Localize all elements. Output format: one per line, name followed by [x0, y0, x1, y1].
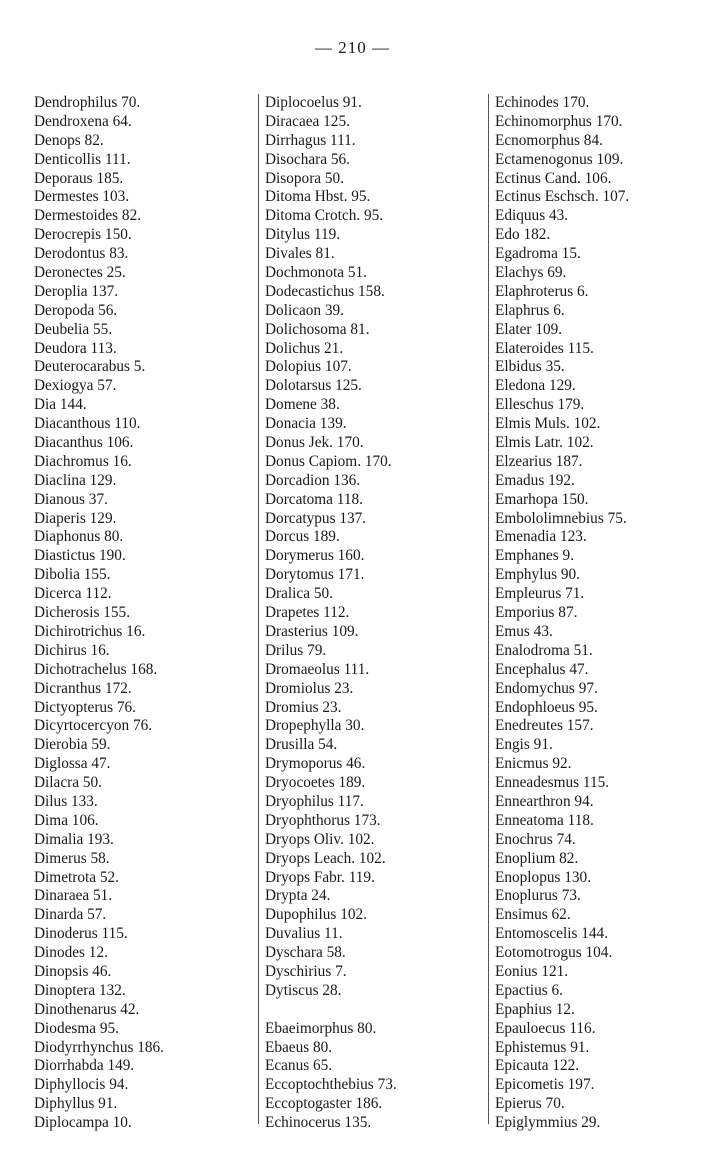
index-entry: Dilus 133. — [34, 792, 98, 810]
index-entry: Dimalia 193. — [34, 830, 114, 848]
index-entry: Enoplium 82. — [495, 849, 579, 867]
index-entry: Elaphroterus 6. — [495, 282, 589, 300]
index-entry: Deropoda 56. — [34, 301, 118, 319]
index-entry: Dinodes 12. — [34, 944, 108, 962]
index-entry: Dermestoides 82. — [34, 207, 142, 225]
index-entry: Elmis Latr. 102. — [495, 434, 594, 452]
index-entry: Elmis Muls. 102. — [495, 415, 601, 433]
index-entry: Diodyrrhynchus 186. — [34, 1038, 165, 1056]
index-entry: Diphyllocis 94. — [34, 1076, 129, 1094]
index-entry: Drusilla 54. — [265, 736, 338, 754]
index-entry: Engis 91. — [495, 736, 553, 754]
index-entry: Dyschirius 7. — [265, 962, 347, 980]
index-entry: Epaphius 12. — [495, 1000, 575, 1018]
index-entry: Dinoderus 115. — [34, 925, 128, 943]
index-entry: Ennearthron 94. — [495, 792, 594, 810]
index-entry: Epicometis 197. — [495, 1076, 595, 1094]
index-entry: Diplocoelus 91. — [265, 94, 362, 111]
index-entry: Dichirus 16. — [34, 641, 110, 659]
index-entry: Dochmonota 51. — [265, 264, 367, 282]
index-entry: Dirrhagus 111. — [265, 131, 356, 149]
index-entry: Dermestes 103. — [34, 188, 130, 206]
index-entry: Dorcus 189. — [265, 528, 340, 546]
index-entry: Emporius 87. — [495, 604, 578, 622]
index-entry: Dicerca 112. — [34, 585, 112, 603]
index-entry: Deronectes 25. — [34, 264, 126, 282]
index-entry: Dexiogya 57. — [34, 377, 117, 395]
index-entry: Dendrophilus 70. — [34, 94, 141, 111]
index-entry: Deuterocarabus 5. — [34, 358, 146, 376]
index-entry: Dyschara 58. — [265, 944, 346, 962]
index-entry: Dicyrtocercyon 76. — [34, 717, 153, 735]
index-entry: Diracaea 125. — [265, 112, 350, 130]
index-entry: Ediquus 43. — [495, 207, 569, 225]
index-entry: Diacanthous 110. — [34, 415, 141, 433]
index-entry: Emenadia 123. — [495, 528, 587, 546]
index-entry: Dorymerus 160. — [265, 547, 365, 565]
index-entry: Dorcatypus 137. — [265, 509, 367, 527]
index-entry: Diacanthus 106. — [34, 434, 134, 452]
index-entry: Denops 82. — [34, 131, 104, 149]
index-entry: Enoplurus 73. — [495, 887, 581, 905]
index-entry: Endomychus 97. — [495, 679, 598, 697]
index-entry: Denticollis 111. — [34, 150, 131, 168]
index-entry: Diodesma 95. — [34, 1019, 119, 1037]
index-entry: Enoplopus 130. — [495, 868, 592, 886]
index-entry: Dolichus 21. — [265, 339, 344, 357]
index-entry: Dryops Leach. 102. — [265, 849, 386, 867]
index-entry: Dima 106. — [34, 811, 99, 829]
index-entry: Eledona 129. — [495, 377, 576, 395]
index-entry: Echinomorphus 170. — [495, 112, 623, 130]
index-entry: Enalodroma 51. — [495, 641, 593, 659]
index-entry: Derodontus 83. — [34, 245, 129, 263]
index-entry: Ectinus Eschsch. 107. — [495, 188, 630, 206]
index-entry: Dropephylla 30. — [265, 717, 365, 735]
index-entry: Diastictus 190. — [34, 547, 126, 565]
index-entry: Drymoporus 46. — [265, 755, 366, 773]
index-entry: Elater 109. — [495, 320, 563, 338]
index-entry: Dilacra 50. — [34, 774, 102, 792]
index-entry: Ditoma Crotch. 95. — [265, 207, 384, 225]
index-entry: Duvalius 11. — [265, 925, 343, 943]
index-entry: Emphanes 9. — [495, 547, 575, 565]
index-entry: Echinocerus 135. — [265, 1114, 372, 1132]
index-entry: Diachromus 16. — [34, 452, 132, 470]
index-entry: Enedreutes 157. — [495, 717, 594, 735]
column-divider — [488, 94, 489, 1124]
index-entry: Dromius 23. — [265, 698, 342, 716]
index-entry: Dromiolus 23. — [265, 679, 354, 697]
index-entry: Eonius 121. — [495, 962, 569, 980]
index-entry: Donus Jek. 170. — [265, 434, 364, 452]
index-entry: Elachys 69. — [495, 264, 567, 282]
index-column-3 — [495, 94, 695, 1133]
index-entry: Dichotrachelus 168. — [34, 660, 158, 678]
index-entry: Disochara 56. — [265, 150, 350, 168]
index-entry: Drilus 79. — [265, 641, 327, 659]
index-entry: Diplocampa 10. — [34, 1114, 132, 1132]
index-entry: Enneadesmus 115. — [495, 774, 610, 792]
index-entry: Dryops Oliv. 102. — [265, 830, 375, 848]
index-entry: Ebaeus 80. — [265, 1038, 333, 1056]
index-entry: Dolichosoma 81. — [265, 320, 370, 338]
index-entry: Dytiscus 28. — [265, 981, 342, 999]
index-entry: Eotomotrogus 104. — [495, 944, 613, 962]
index-entry: Dia 144. — [34, 396, 87, 414]
index-entry: Entomoscelis 144. — [495, 925, 609, 943]
index-entry: Edo 182. — [495, 226, 551, 244]
index-entry: Dibolia 155. — [34, 566, 111, 584]
index-entry: Epactius 6. — [495, 981, 563, 999]
index-entry: Ectinus Cand. 106. — [495, 169, 612, 187]
index-column-1 — [34, 94, 249, 1133]
index-entry: Deporaus 185. — [34, 169, 124, 187]
index-entry: Dierobia 59. — [34, 736, 111, 754]
index-entry: Elleschus 179. — [495, 396, 585, 414]
index-entry: Dryophthorus 173. — [265, 811, 381, 829]
index-entry: Eccoptogaster 186. — [265, 1095, 383, 1113]
index-entry: Dinopsis 46. — [34, 962, 112, 980]
index-entry: Diaperis 129. — [34, 509, 117, 527]
index-entry: Enneatoma 118. — [495, 811, 594, 829]
index-entry: Drasterius 109. — [265, 622, 359, 640]
index-entry: Elzearius 187. — [495, 452, 583, 470]
index-entry: Donus Capiom. 170. — [265, 452, 392, 470]
index-entry: Endophloeus 95. — [495, 698, 598, 716]
index-entry: Dryophilus 117. — [265, 792, 364, 810]
index-entry: Emadus 192. — [495, 471, 575, 489]
index-entry: Elateroides 115. — [495, 339, 594, 357]
index-entry: Ditoma Hbst. 95. — [265, 188, 371, 206]
index-entry: Emarhopa 150. — [495, 490, 589, 508]
index-entry: Encephalus 47. — [495, 660, 589, 678]
index-entry: Deubelia 55. — [34, 320, 113, 338]
index-entry: Dolopius 107. — [265, 358, 352, 376]
index-entry: Dinothenarus 42. — [34, 1000, 140, 1018]
index-entry: Emus 43. — [495, 622, 553, 640]
index-entry: Dromaeolus 111. — [265, 660, 370, 678]
index-entry: Donacia 139. — [265, 415, 347, 433]
index-entry: Dorytomus 171. — [265, 566, 365, 584]
index-column-2 — [265, 94, 480, 1133]
index-entry: Dorcatoma 118. — [265, 490, 363, 508]
index-entry: Dianous 37. — [34, 490, 108, 508]
index-entry: Dinaraea 51. — [34, 887, 113, 905]
index-entry: Egadroma 15. — [495, 245, 581, 263]
index-entry: Diorrhabda 149. — [34, 1057, 135, 1075]
index-entry: Ecanus 65. — [265, 1057, 333, 1075]
index-entry: Ectamenogonus 109. — [495, 150, 624, 168]
index-entry: Ephistemus 91. — [495, 1038, 590, 1056]
index-entry: Dicranthus 172. — [34, 679, 132, 697]
index-entry: Enochrus 74. — [495, 830, 576, 848]
index-entry: Dictyopterus 76. — [34, 698, 136, 716]
index-entry: Dolotarsus 125. — [265, 377, 362, 395]
index-entry: Dolicaon 39. — [265, 301, 345, 319]
index-entry: Enicmus 92. — [495, 755, 572, 773]
index-entry: Ebaeimorphus 80. — [265, 1019, 377, 1037]
index-entry: Diaphonus 80. — [34, 528, 124, 546]
index-entry: Emphylus 90. — [495, 566, 580, 584]
index-entry: Dupophilus 102. — [265, 906, 367, 924]
index-entry: Disopora 50. — [265, 169, 345, 187]
index-entry: Elbidus 35. — [495, 358, 565, 376]
index-entry: Dichirotrichus 16. — [34, 622, 146, 640]
index-entry: Dralica 50. — [265, 585, 333, 603]
index-entry: Elaphrus 6. — [495, 301, 565, 319]
index-entry: Dorcadion 136. — [265, 471, 361, 489]
index-entry: Dinoptera 132. — [34, 981, 126, 999]
index-entry: Domene 38. — [265, 396, 340, 414]
index-entry: Diglossa 47. — [34, 755, 111, 773]
page-number: — 210 — — [315, 38, 390, 57]
column-divider — [258, 94, 259, 1124]
index-entry: Dinarda 57. — [34, 906, 107, 924]
index-entry: Drapetes 112. — [265, 604, 350, 622]
index-entry: Ecnomorphus 84. — [495, 131, 603, 149]
index-entry: Deudora 113. — [34, 339, 117, 357]
index-entry: Dimetrota 52. — [34, 868, 119, 886]
index-entry: Dryops Fabr. 119. — [265, 868, 375, 886]
index-entry: Dryocoetes 189. — [265, 774, 366, 792]
index-entry: Dimerus 58. — [34, 849, 110, 867]
index-entry: Divales 81. — [265, 245, 335, 263]
index-entry: Derocrepis 150. — [34, 226, 132, 244]
index-entry: Ensimus 62. — [495, 906, 571, 924]
index-entry: Dodecastichus 158. — [265, 282, 385, 300]
index-entry: Echinodes 170. — [495, 94, 590, 111]
index-entry: Diaclina 129. — [34, 471, 117, 489]
section-gap — [265, 1001, 480, 1020]
index-entry: Empleurus 71. — [495, 585, 585, 603]
index-entry: Dendroxena 64. — [34, 112, 132, 130]
index-entry: Eccoptochthebius 73. — [265, 1076, 397, 1094]
index-entry: Embololimnebius 75. — [495, 509, 627, 527]
index-entry: Ditylus 119. — [265, 226, 341, 244]
index-entry: Epicauta 122. — [495, 1057, 580, 1075]
index-entry: Epierus 70. — [495, 1095, 565, 1113]
index-entry: Epauloecus 116. — [495, 1019, 596, 1037]
index-entry: Deroplia 137. — [34, 282, 119, 300]
index-entry: Dicherosis 155. — [34, 604, 131, 622]
index-entry: Diphyllus 91. — [34, 1095, 118, 1113]
index-entry: Epiglymmius 29. — [495, 1114, 601, 1132]
index-entry: Drypta 24. — [265, 887, 331, 905]
